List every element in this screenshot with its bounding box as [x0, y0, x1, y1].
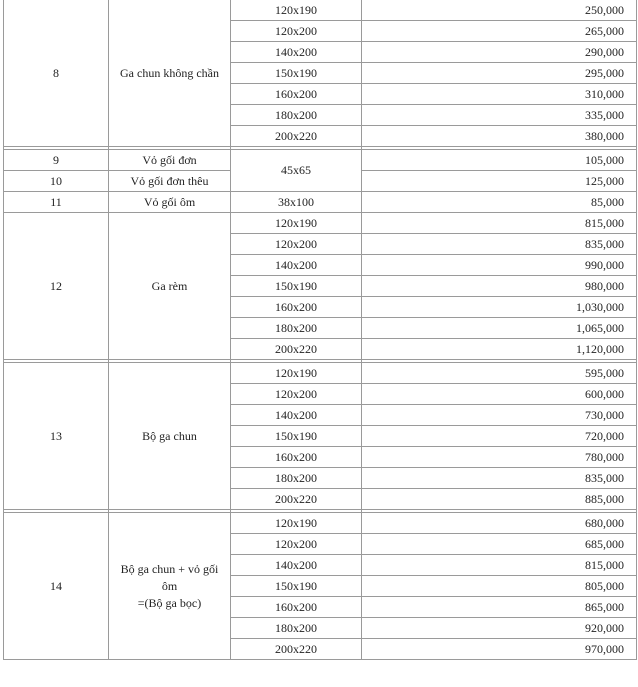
- price-cell: 595,000: [362, 363, 637, 384]
- size-cell: 150x190: [231, 426, 362, 447]
- size-cell: 120x200: [231, 384, 362, 405]
- price-cell: 290,000: [362, 42, 637, 63]
- table-row: [4, 0, 637, 21]
- size-cell: 150x190: [231, 63, 362, 84]
- size-cell: 38x100: [231, 192, 362, 213]
- item-name: Ga chun không chần: [109, 0, 231, 147]
- item-name-line: =(Bộ ga bọc): [137, 595, 202, 610]
- price-cell: 1,120,000: [362, 339, 637, 360]
- price-cell: 865,000: [362, 597, 637, 618]
- price-cell: 335,000: [362, 105, 637, 126]
- size-cell: 120x190: [231, 513, 362, 534]
- table-row: [4, 150, 637, 171]
- price-cell: 600,000: [362, 384, 637, 405]
- price-cell: 310,000: [362, 84, 637, 105]
- price-cell: 1,065,000: [362, 318, 637, 339]
- price-cell: 85,000: [362, 192, 637, 213]
- size-cell: 150x190: [231, 276, 362, 297]
- size-cell: 200x220: [231, 489, 362, 510]
- price-cell: 380,000: [362, 126, 637, 147]
- item-name: Vỏ gối đơn: [109, 150, 231, 171]
- size-cell: 180x200: [231, 468, 362, 489]
- table-row: [4, 192, 637, 213]
- size-cell: 200x220: [231, 339, 362, 360]
- item-number: 13: [4, 363, 109, 510]
- item-number: 12: [4, 213, 109, 360]
- item-name: Vỏ gối đơn thêu: [109, 171, 231, 192]
- price-cell: 980,000: [362, 276, 637, 297]
- item-name-line: ôm: [161, 578, 178, 593]
- size-cell: 120x190: [231, 213, 362, 234]
- price-cell: 105,000: [362, 150, 637, 171]
- size-cell: 120x190: [231, 363, 362, 384]
- size-cell: 160x200: [231, 297, 362, 318]
- price-cell: 685,000: [362, 534, 637, 555]
- item-number: 8: [4, 0, 109, 147]
- table-row: [4, 213, 637, 234]
- price-cell: 265,000: [362, 21, 637, 42]
- size-cell: 200x220: [231, 126, 362, 147]
- size-cell: 140x200: [231, 555, 362, 576]
- item-name: Ga rèm: [109, 213, 231, 360]
- price-cell: 970,000: [362, 639, 637, 660]
- size-cell: 180x200: [231, 105, 362, 126]
- item-number: 11: [4, 192, 109, 213]
- size-cell: 140x200: [231, 405, 362, 426]
- size-cell: 180x200: [231, 318, 362, 339]
- price-cell: 815,000: [362, 555, 637, 576]
- price-cell: 815,000: [362, 213, 637, 234]
- item-name: [109, 513, 231, 660]
- price-cell: 835,000: [362, 468, 637, 489]
- price-cell: 250,000: [362, 0, 637, 21]
- item-name: Vỏ gối ôm: [109, 192, 231, 213]
- item-name-line: Bộ ga chun + vỏ gối: [120, 561, 219, 576]
- price-cell: 920,000: [362, 618, 637, 639]
- price-cell: 990,000: [362, 255, 637, 276]
- size-cell: 120x190: [231, 0, 362, 21]
- price-cell: 295,000: [362, 63, 637, 84]
- size-cell: 120x200: [231, 21, 362, 42]
- price-cell: 730,000: [362, 405, 637, 426]
- item-number: 9: [4, 150, 109, 171]
- size-cell: 140x200: [231, 42, 362, 63]
- price-cell: 125,000: [362, 171, 637, 192]
- size-cell: 150x190: [231, 576, 362, 597]
- size-cell: 180x200: [231, 618, 362, 639]
- item-name: Bộ ga chun: [109, 363, 231, 510]
- price-cell: 805,000: [362, 576, 637, 597]
- price-cell: 1,030,000: [362, 297, 637, 318]
- price-cell: 835,000: [362, 234, 637, 255]
- item-number: 14: [4, 513, 109, 660]
- size-cell: 160x200: [231, 84, 362, 105]
- size-cell: 45x65: [231, 150, 362, 192]
- size-cell: 160x200: [231, 597, 362, 618]
- price-cell: 885,000: [362, 489, 637, 510]
- price-cell: 720,000: [362, 426, 637, 447]
- item-number: 10: [4, 171, 109, 192]
- price-table: [3, 0, 637, 660]
- size-cell: 160x200: [231, 447, 362, 468]
- size-cell: 140x200: [231, 255, 362, 276]
- price-cell: 680,000: [362, 513, 637, 534]
- size-cell: 200x220: [231, 639, 362, 660]
- table-row: [4, 513, 637, 534]
- size-cell: 120x200: [231, 534, 362, 555]
- price-cell: 780,000: [362, 447, 637, 468]
- table-row: [4, 363, 637, 384]
- size-cell: 120x200: [231, 234, 362, 255]
